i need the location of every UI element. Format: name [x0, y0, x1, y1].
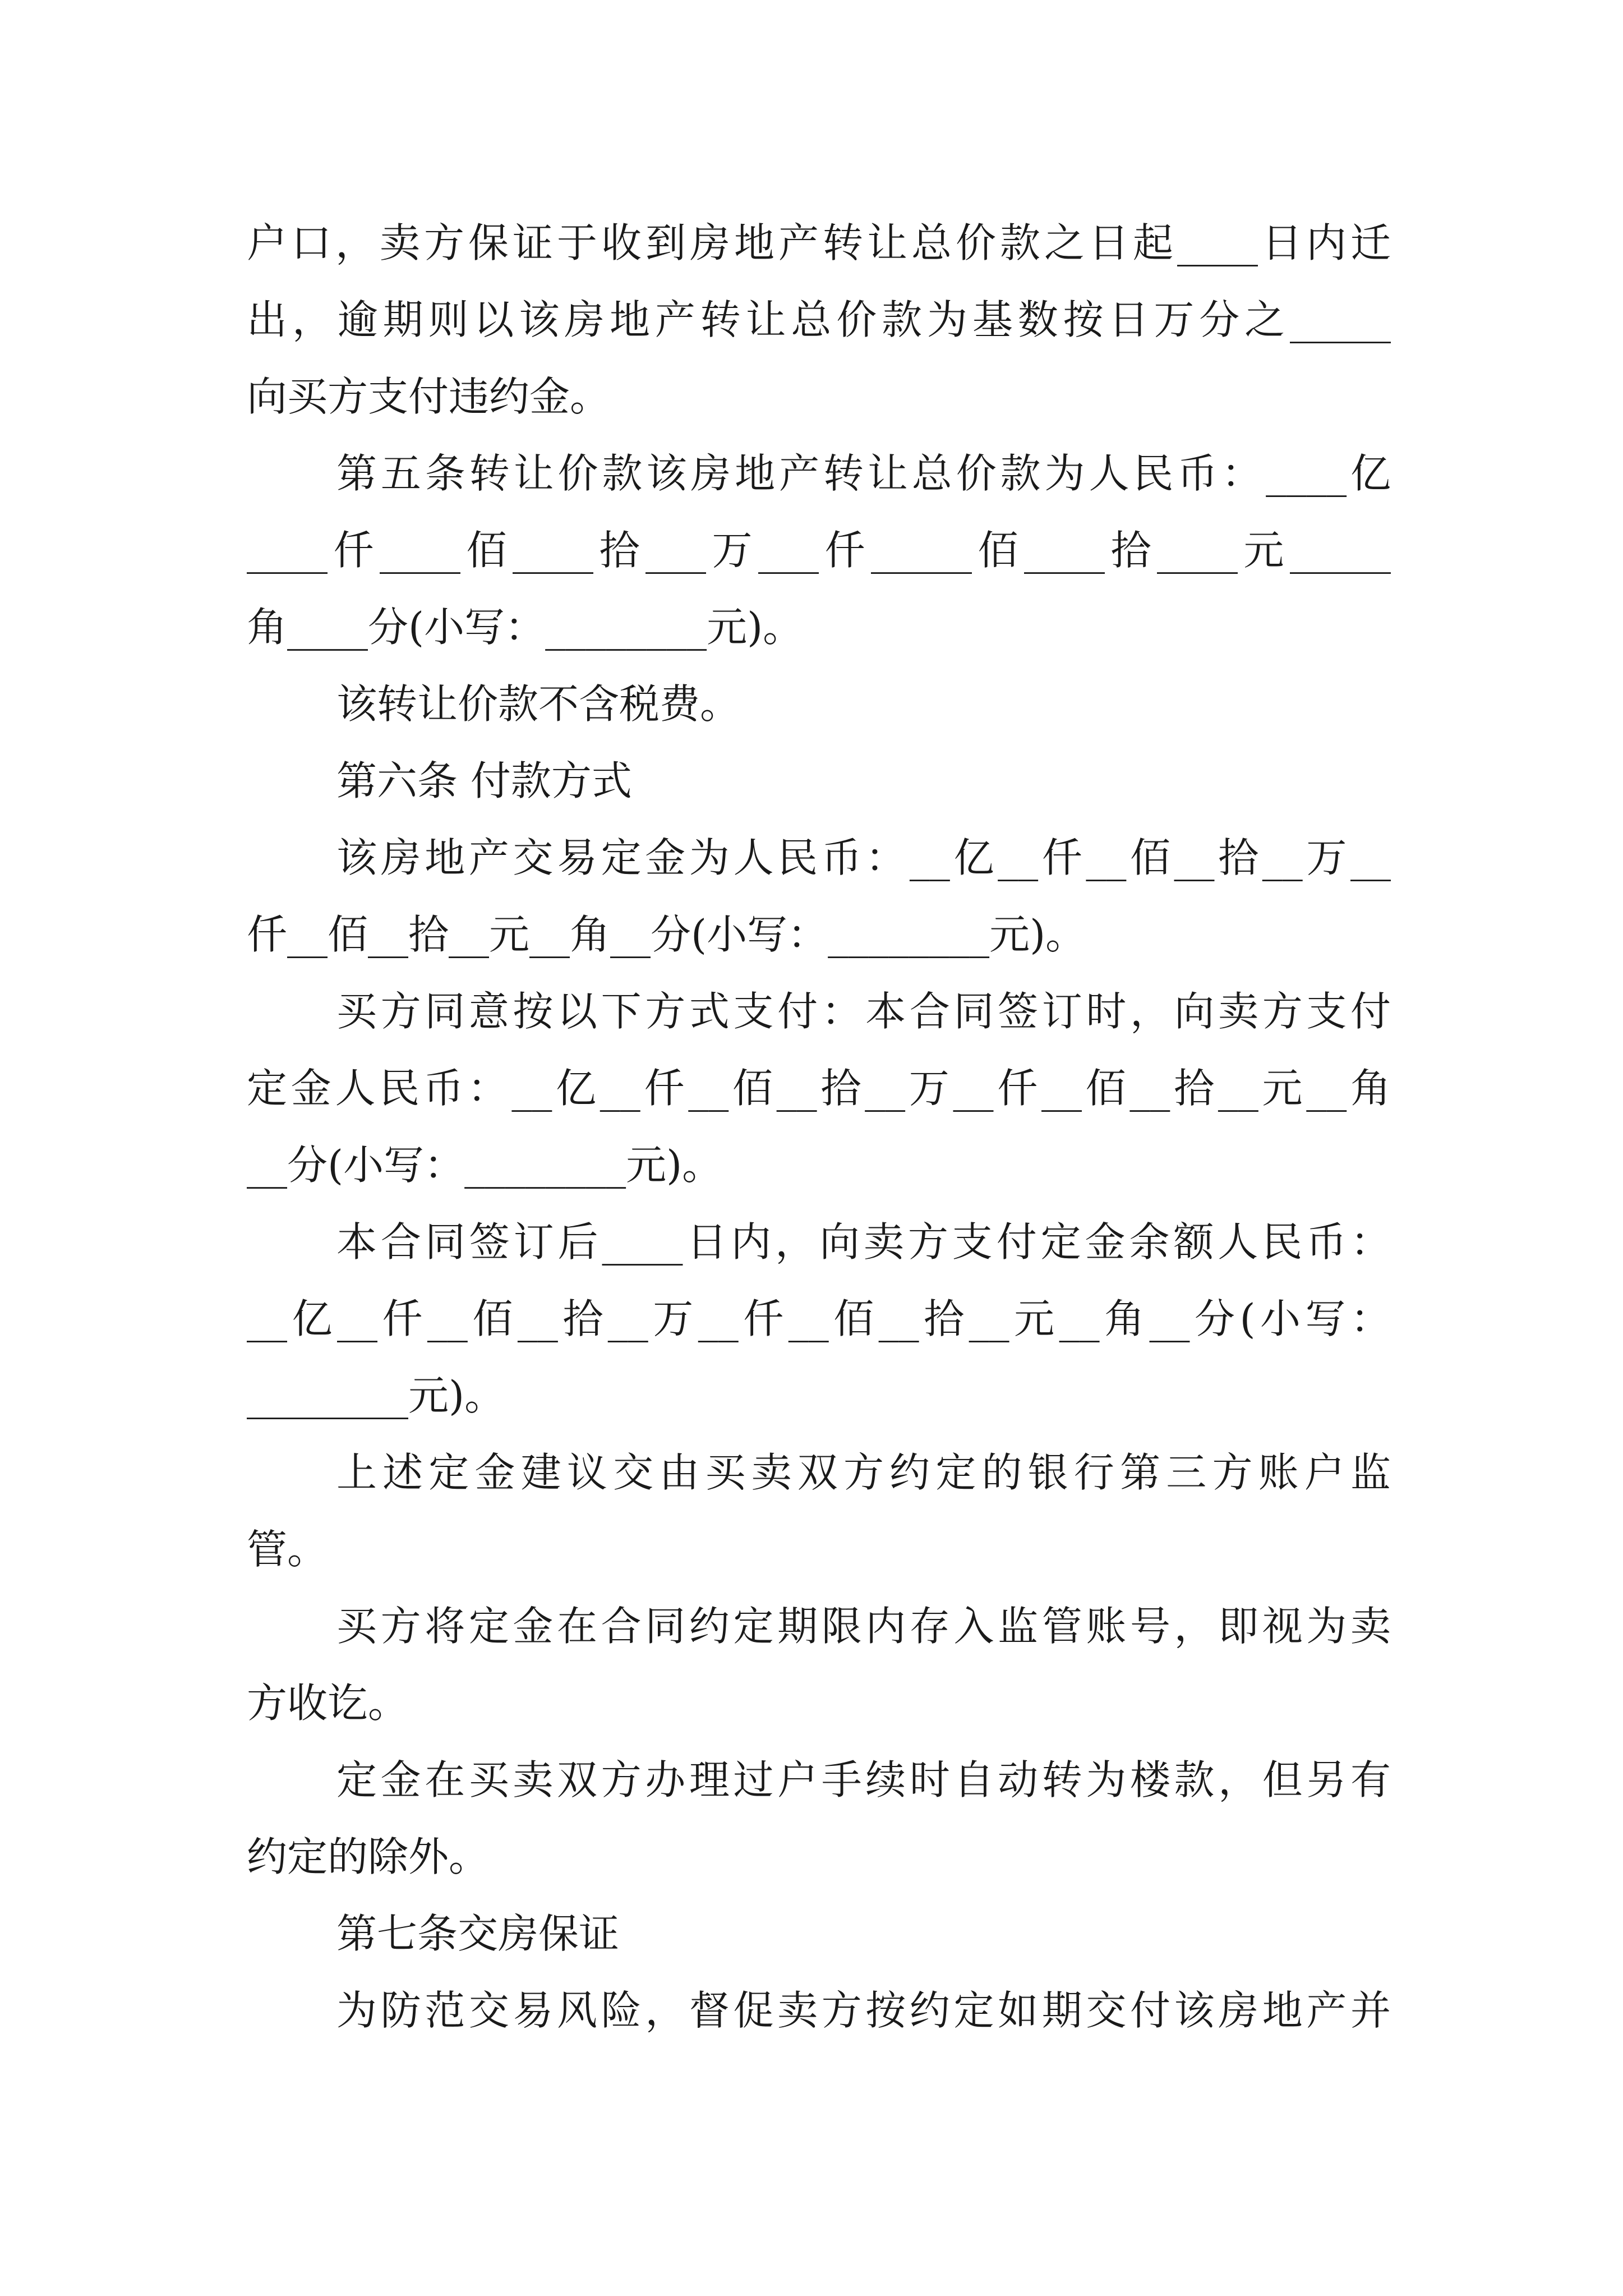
text-line: __分(小写：________元)。 [247, 1142, 723, 1189]
text-line: 该转让价款不含税费。 [336, 680, 741, 728]
text-line: 本合同签订后____日内，向卖方支付定金余额人民币： [336, 1218, 1391, 1266]
text-line: 管。 [247, 1526, 328, 1573]
text-line: 角____分(小写：________元)。 [247, 604, 804, 651]
text-line: ________元)。 [247, 1372, 505, 1419]
text-line: 方收讫。 [247, 1680, 409, 1727]
text-line: 定金人民币：__亿__仟__佰__拾__万__仟__佰__拾__元__角 [247, 1065, 1391, 1112]
article-6-heading: 第六条 付款方式 [336, 757, 632, 804]
text-line: 该房地产交易定金为人民币：__亿__仟__佰__拾__万__ [336, 834, 1391, 881]
text-line: 户口，卖方保证于收到房地产转让总价款之日起____日内迁 [247, 219, 1391, 266]
text-line: 买方同意按以下方式支付：本合同签订时，向卖方支付 [336, 988, 1391, 1035]
text-line: 向买方支付违约金。 [247, 373, 611, 420]
article-7-heading: 第七条交房保证 [336, 1910, 620, 1957]
text-line: ____仟____佰____拾___万___仟_____佰____拾____元_____ [247, 527, 1391, 574]
text-line: 上述定金建议交由买卖双方约定的银行第三方账户监 [336, 1449, 1391, 1496]
text-line: 仟__佰__拾__元__角__分(小写：________元)。 [247, 911, 1086, 958]
text-line: __亿__仟__佰__拾__万__仟__佰__拾__元__角__分(小写： [247, 1295, 1391, 1342]
text-line: 出，逾期则以该房地产转让总价款为基数按日万分之_____ [247, 296, 1391, 343]
text-line: 定金在买卖双方办理过户手续时自动转为楼款，但另有 [336, 1756, 1391, 1803]
article-5-heading: 第五条转让价款该房地产转让总价款为人民币：____亿 [336, 450, 1391, 497]
text-line: 买方将定金在合同约定期限内存入监管账号，即视为卖 [336, 1603, 1391, 1650]
text-line: 为防范交易风险，督促卖方按约定如期交付该房地产并 [336, 1987, 1391, 2034]
text-line: 约定的除外。 [247, 1833, 490, 1880]
